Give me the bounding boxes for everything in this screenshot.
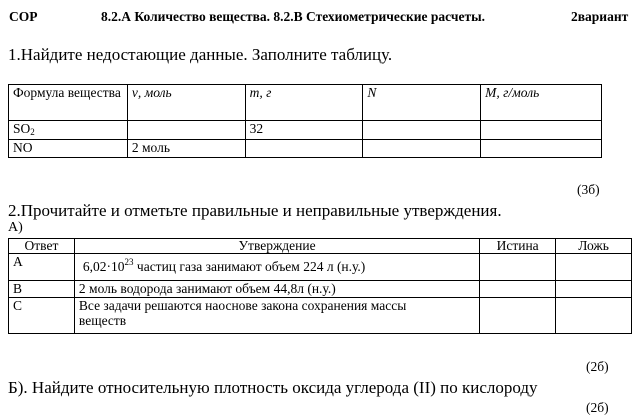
true-cell[interactable]: [480, 298, 556, 334]
col-mass-header: m, г: [245, 85, 363, 121]
col-formula-header: Формула вещества: [9, 85, 128, 121]
answer-label: C: [9, 298, 75, 334]
mass-cell[interactable]: [245, 140, 363, 158]
table-row: [9, 281, 632, 298]
task2-points: (2б): [586, 359, 609, 374]
col-answer-header: Ответ: [9, 239, 75, 254]
task2-part-label: А): [8, 220, 23, 235]
header-variant: 2вариант: [571, 9, 629, 24]
task1-header-row: [9, 85, 602, 121]
statement-cell: $6,02\cdot 10^{23}$ частиц газа занимают объем 224 л (н.у.): [74, 254, 479, 281]
col-false-header: Ложь: [556, 239, 632, 254]
table-row: [9, 121, 602, 140]
formula-cell: $SO_2$: [9, 121, 128, 140]
table-row: [9, 298, 632, 334]
col-molar-header: M, г/моль: [481, 85, 602, 121]
task2-title: 2.Прочитайте и отметьте правильные и неправильные утверждения.: [8, 201, 502, 220]
answer-label: B: [9, 281, 75, 298]
task1-title: 1.Найдите недостающие данные. Заполните таблицу.: [8, 45, 393, 64]
col-statement-header: Утверждение: [74, 239, 479, 254]
false-cell[interactable]: [556, 254, 632, 281]
nu-cell[interactable]: [127, 121, 245, 140]
statement-cell: 2 моль водорода занимают объем 44,8л (н.у.): [74, 281, 479, 298]
false-cell[interactable]: [556, 281, 632, 298]
task1-table: [8, 84, 602, 158]
molar-cell[interactable]: [481, 121, 602, 140]
header-title: 8.2.А Количество вещества. 8.2.В Стехиометрические расчеты.: [101, 9, 486, 24]
nu-cell[interactable]: 2 моль: [127, 140, 245, 158]
task-b-points: (2б): [586, 400, 609, 415]
task2-table: [8, 238, 632, 334]
true-cell[interactable]: [480, 254, 556, 281]
header-left: СОР: [9, 9, 38, 24]
table-row: [9, 254, 632, 281]
col-nu-header: ν, моль: [127, 85, 245, 121]
n-cell[interactable]: [363, 140, 481, 158]
task-b-title: Б). Найдите относительную плотность оксида углерода (II) по кислороду: [8, 378, 538, 397]
true-cell[interactable]: [480, 281, 556, 298]
mass-cell[interactable]: 32: [245, 121, 363, 140]
table-row: [9, 140, 602, 158]
n-cell[interactable]: [363, 121, 481, 140]
statement-cell: Все задачи решаются наоснове закона сохранения массы веществ: [74, 298, 479, 334]
col-true-header: Истина: [480, 239, 556, 254]
task2-header-row: [9, 239, 632, 254]
molar-cell[interactable]: [481, 140, 602, 158]
answer-label: A: [9, 254, 75, 281]
task1-points: (3б): [577, 182, 600, 197]
formula-cell: NO: [9, 140, 128, 158]
col-n-header: N: [363, 85, 481, 121]
false-cell[interactable]: [556, 298, 632, 334]
